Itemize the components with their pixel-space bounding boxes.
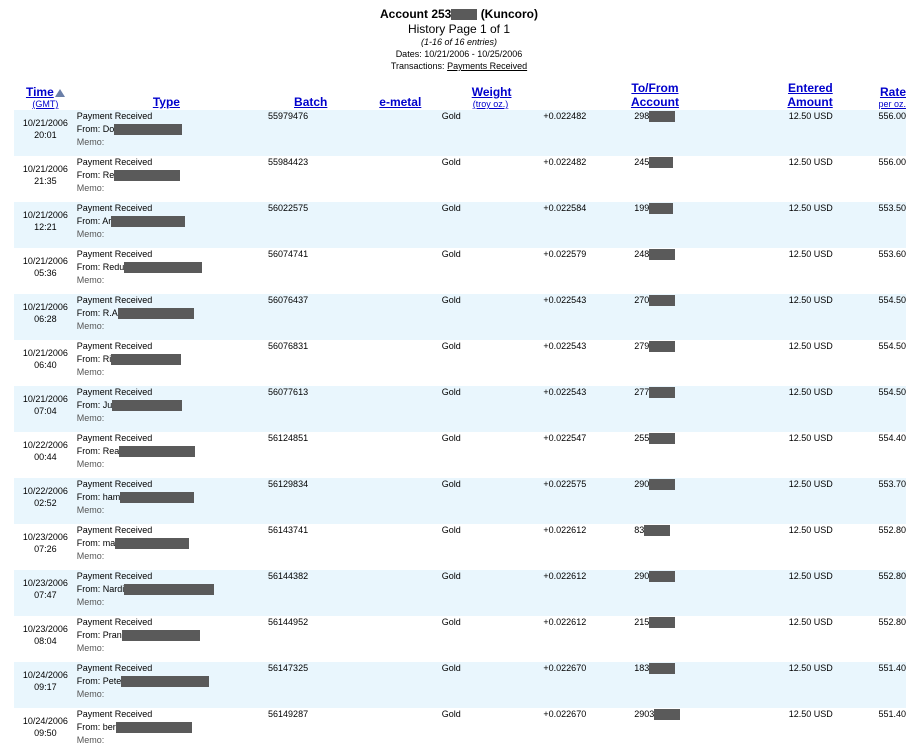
- time-cell: [14, 156, 77, 202]
- transactions-label: Transactions:: [390, 61, 445, 71]
- amount-cell: 12.50 USD: [718, 570, 839, 616]
- rate-cell: 554.50: [839, 386, 906, 432]
- time-cell: [14, 570, 77, 616]
- row-account: 277: [634, 387, 650, 397]
- row-from-text: From: Ju: [76, 400, 113, 410]
- row-date: 10/21/2006: [22, 256, 68, 266]
- row-type: Payment Received: [76, 295, 153, 305]
- sort-entered-link[interactable]: [787, 81, 832, 109]
- redaction-block: [649, 295, 675, 306]
- rate-cell: 554.50: [839, 340, 906, 386]
- row-from: [77, 353, 256, 366]
- row-account: 245: [634, 157, 650, 167]
- row-account: 199: [634, 203, 650, 213]
- col-header-emetal: [379, 78, 466, 110]
- row-type: Payment Received: [76, 479, 153, 489]
- row-memo: Memo:: [76, 597, 105, 607]
- batch-cell: 56129834: [256, 478, 379, 524]
- row-from-text: From: R.A: [76, 308, 118, 318]
- table-row: [14, 386, 906, 432]
- row-from: [77, 675, 256, 688]
- row-from-text: From: Do: [76, 124, 115, 134]
- type-cell: [77, 340, 256, 386]
- redaction-block: [649, 157, 673, 168]
- type-cell: [77, 202, 256, 248]
- time-cell: [14, 202, 77, 248]
- row-account: 290: [634, 479, 650, 489]
- row-memo: Memo:: [76, 137, 105, 147]
- table-row: [14, 248, 906, 294]
- row-time: 20:01: [34, 130, 57, 140]
- weight-cell: +0.022579: [467, 248, 593, 294]
- metal-cell: Gold: [379, 202, 466, 248]
- redaction-block: [122, 630, 200, 641]
- row-from: [77, 261, 256, 274]
- account-cell: [592, 156, 718, 202]
- account-cell: [592, 478, 718, 524]
- row-account: 290: [634, 571, 650, 581]
- rate-cell: 551.40: [839, 708, 906, 754]
- account-cell: [592, 662, 718, 708]
- type-cell: [77, 432, 256, 478]
- amount-cell: 12.50 USD: [718, 248, 839, 294]
- type-cell: [77, 156, 256, 202]
- account-prefix: Account 253: [379, 7, 452, 21]
- batch-cell: 56144952: [256, 616, 379, 662]
- time-cell: [14, 386, 77, 432]
- type-cell: [77, 570, 256, 616]
- type-cell: [77, 616, 256, 662]
- row-from-text: From: Re: [76, 170, 115, 180]
- metal-cell: Gold: [379, 386, 466, 432]
- row-from: [77, 721, 256, 734]
- redaction-block: [111, 216, 185, 227]
- type-cell: [77, 662, 256, 708]
- batch-cell: 56076831: [256, 340, 379, 386]
- entries-count: (1-16 of 16 entries): [420, 37, 498, 47]
- row-date: 10/24/2006: [22, 716, 68, 726]
- row-from-text: From: ham: [76, 492, 121, 502]
- account-title: [0, 7, 918, 22]
- rate-cell: 556.00: [839, 110, 906, 156]
- weight-cell: +0.022670: [467, 662, 593, 708]
- row-date: 10/21/2006: [22, 210, 68, 220]
- metal-cell: Gold: [379, 570, 466, 616]
- row-time: 07:04: [34, 406, 57, 416]
- row-account: 279: [634, 341, 650, 351]
- row-type: Payment Received: [76, 663, 153, 673]
- row-type: Payment Received: [76, 111, 153, 121]
- table-row: [14, 340, 906, 386]
- rate-cell: 552.80: [839, 524, 906, 570]
- redaction-block: [649, 617, 675, 628]
- row-from-text: From: Nardi: [76, 584, 125, 594]
- row-time: 21:35: [34, 176, 57, 186]
- weight-cell: +0.022575: [467, 478, 593, 524]
- col-header-batch: [256, 78, 379, 110]
- account-name: (Kuncoro): [480, 7, 539, 21]
- account-cell: [592, 340, 718, 386]
- redaction-block: [649, 571, 675, 582]
- time-gmt-link[interactable]: (GMT): [32, 99, 59, 109]
- amount-cell: 12.50 USD: [718, 708, 839, 754]
- redaction-block: [114, 124, 182, 135]
- batch-cell: 56022575: [256, 202, 379, 248]
- account-cell: [592, 708, 718, 754]
- col-header-rate: [839, 78, 906, 110]
- type-cell: [77, 708, 256, 754]
- redaction-block: [116, 722, 192, 733]
- redaction-block: [111, 354, 181, 365]
- batch-cell: 56143741: [256, 524, 379, 570]
- row-date: 10/21/2006: [22, 118, 68, 128]
- history-rows: [14, 110, 906, 754]
- row-time: 06:28: [34, 314, 57, 324]
- row-date: 10/21/2006: [22, 302, 68, 312]
- redaction-block: [649, 433, 675, 444]
- row-time: 06:40: [34, 360, 57, 370]
- rate-cell: 551.40: [839, 662, 906, 708]
- col-header-tofrom: [592, 78, 718, 110]
- weight-cell: +0.022482: [467, 156, 593, 202]
- row-type: Payment Received: [76, 341, 153, 351]
- row-date: 10/23/2006: [22, 624, 68, 634]
- row-date: 10/23/2006: [22, 578, 68, 588]
- batch-cell: 56144382: [256, 570, 379, 616]
- row-memo: Memo:: [76, 367, 105, 377]
- row-from-text: From: Ri: [76, 354, 112, 364]
- row-memo: Memo:: [76, 321, 105, 331]
- redaction-block: [451, 9, 477, 20]
- row-from: [77, 629, 256, 642]
- weight-cell: +0.022584: [467, 202, 593, 248]
- row-memo: Memo:: [76, 505, 105, 515]
- row-from: [77, 307, 256, 320]
- time-cell: [14, 662, 77, 708]
- redaction-block: [649, 663, 675, 674]
- account-cell: [592, 524, 718, 570]
- row-memo: Memo:: [76, 413, 105, 423]
- redaction-block: [124, 584, 214, 595]
- table-row: [14, 156, 906, 202]
- row-type: Payment Received: [76, 433, 153, 443]
- table-header-row: [14, 78, 906, 110]
- row-date: 10/21/2006: [22, 164, 68, 174]
- account-cell: [592, 386, 718, 432]
- time-cell: [14, 616, 77, 662]
- type-cell: [77, 294, 256, 340]
- row-time: 08:04: [34, 636, 57, 646]
- row-memo: Memo:: [76, 275, 105, 285]
- rate-cell: 552.80: [839, 616, 906, 662]
- rate-cell: 553.60: [839, 248, 906, 294]
- batch-cell: 55979476: [256, 110, 379, 156]
- row-account: 255: [634, 433, 650, 443]
- amount-cell: 12.50 USD: [718, 432, 839, 478]
- rate-cell: 554.50: [839, 294, 906, 340]
- rate-unit-link[interactable]: per oz.: [878, 99, 906, 109]
- weight-unit-link[interactable]: (troy oz.): [472, 99, 509, 109]
- batch-cell: 56077613: [256, 386, 379, 432]
- table-row: [14, 294, 906, 340]
- weight-cell: +0.022612: [467, 570, 593, 616]
- type-cell: [77, 478, 256, 524]
- row-date: 10/24/2006: [22, 670, 68, 680]
- sort-type-link[interactable]: Type: [152, 95, 180, 109]
- metal-cell: Gold: [379, 340, 466, 386]
- row-date: 10/23/2006: [22, 532, 68, 542]
- time-cell: [14, 110, 77, 156]
- metal-cell: Gold: [379, 110, 466, 156]
- metal-cell: Gold: [379, 616, 466, 662]
- redaction-block: [649, 387, 675, 398]
- row-type: Payment Received: [76, 709, 153, 719]
- weight-cell: +0.022482: [467, 110, 593, 156]
- amount-cell: 12.50 USD: [718, 202, 839, 248]
- row-time: 00:44: [34, 452, 57, 462]
- table-row: [14, 478, 906, 524]
- row-date: 10/21/2006: [22, 394, 68, 404]
- col-header-type: [77, 78, 256, 110]
- row-account: 83: [634, 525, 645, 535]
- batch-cell: 56147325: [256, 662, 379, 708]
- row-time: 09:50: [34, 728, 57, 738]
- account-cell: [592, 202, 718, 248]
- col-header-weight: [467, 78, 593, 110]
- row-from: [77, 169, 256, 182]
- redaction-block: [654, 709, 680, 720]
- amount-cell: 12.50 USD: [718, 386, 839, 432]
- row-type: Payment Received: [76, 157, 153, 167]
- table-row: [14, 524, 906, 570]
- table-row: [14, 708, 906, 754]
- sort-ascending-icon[interactable]: [55, 89, 65, 97]
- type-cell: [77, 524, 256, 570]
- row-type: Payment Received: [76, 203, 153, 213]
- tofrom-line2: Account: [630, 95, 679, 109]
- row-date: 10/22/2006: [22, 440, 68, 450]
- row-memo: Memo:: [76, 459, 105, 469]
- row-time: 07:47: [34, 590, 57, 600]
- type-cell: [77, 386, 256, 432]
- row-account: 298: [634, 111, 650, 121]
- time-cell: [14, 340, 77, 386]
- weight-cell: +0.022543: [467, 386, 593, 432]
- amount-cell: 12.50 USD: [718, 156, 839, 202]
- time-cell: [14, 248, 77, 294]
- history-page-label: History Page 1 of 1: [407, 22, 511, 36]
- redaction-block: [649, 479, 675, 490]
- row-from-text: From: ma: [76, 538, 116, 548]
- batch-cell: 55984423: [256, 156, 379, 202]
- transactions-filter: [0, 60, 918, 72]
- account-cell: [592, 616, 718, 662]
- rate-cell: 556.00: [839, 156, 906, 202]
- table-row: [14, 662, 906, 708]
- batch-cell: 56074741: [256, 248, 379, 294]
- metal-cell: Gold: [379, 156, 466, 202]
- time-cell: [14, 478, 77, 524]
- row-from-text: From: Ar: [76, 216, 112, 226]
- row-from-text: From: ber: [76, 722, 116, 732]
- table-row: [14, 202, 906, 248]
- rate-cell: 552.80: [839, 570, 906, 616]
- weight-cell: +0.022612: [467, 524, 593, 570]
- metal-cell: Gold: [379, 478, 466, 524]
- sort-emetal-link[interactable]: e-metal: [379, 95, 422, 109]
- redaction-block: [644, 525, 670, 536]
- rate-cell: 553.50: [839, 202, 906, 248]
- row-memo: Memo:: [76, 643, 105, 653]
- redaction-block: [649, 111, 675, 122]
- metal-cell: Gold: [379, 294, 466, 340]
- transactions-filter-link[interactable]: Payments Received: [447, 61, 528, 71]
- entered-line1: Entered: [788, 81, 833, 95]
- row-account: 215: [634, 617, 650, 627]
- row-memo: Memo:: [76, 689, 105, 699]
- row-from: [77, 445, 256, 458]
- sort-weight-link[interactable]: Weight: [471, 85, 512, 99]
- row-time: 05:36: [34, 268, 57, 278]
- type-cell: [77, 248, 256, 294]
- redaction-block: [112, 400, 182, 411]
- metal-cell: Gold: [379, 524, 466, 570]
- entered-line2: Amount: [787, 95, 833, 109]
- amount-cell: 12.50 USD: [718, 478, 839, 524]
- row-type: Payment Received: [76, 525, 153, 535]
- metal-cell: Gold: [379, 248, 466, 294]
- weight-cell: +0.022543: [467, 340, 593, 386]
- table-row: [14, 570, 906, 616]
- row-type: Payment Received: [76, 617, 153, 627]
- sort-batch-link[interactable]: Batch: [294, 95, 328, 109]
- account-cell: [592, 570, 718, 616]
- amount-cell: 12.50 USD: [718, 110, 839, 156]
- row-from-text: From: Redu: [76, 262, 125, 272]
- row-from: [77, 537, 256, 550]
- redaction-block: [649, 341, 675, 352]
- col-header-entered: [718, 78, 839, 110]
- redaction-block: [124, 262, 202, 273]
- weight-cell: +0.022547: [467, 432, 593, 478]
- history-table: [14, 78, 906, 754]
- redaction-block: [120, 492, 194, 503]
- weight-cell: +0.022670: [467, 708, 593, 754]
- redaction-block: [649, 249, 675, 260]
- metal-cell: Gold: [379, 708, 466, 754]
- time-cell: [14, 524, 77, 570]
- sort-rate-link[interactable]: Rate: [879, 85, 906, 99]
- weight-cell: +0.022543: [467, 294, 593, 340]
- weight-cell: +0.022612: [467, 616, 593, 662]
- row-from: [77, 491, 256, 504]
- row-from: [77, 215, 256, 228]
- table-row: [14, 616, 906, 662]
- col-header-time: [14, 78, 77, 110]
- amount-cell: 12.50 USD: [718, 662, 839, 708]
- redaction-block: [114, 170, 180, 181]
- row-time: 02:52: [34, 498, 57, 508]
- redaction-block: [118, 308, 194, 319]
- row-from: [77, 583, 256, 596]
- row-account: 2903: [634, 709, 655, 719]
- batch-cell: 56076437: [256, 294, 379, 340]
- row-account: 270: [634, 295, 650, 305]
- row-account: 248: [634, 249, 650, 259]
- row-date: 10/22/2006: [22, 486, 68, 496]
- batch-cell: 56124851: [256, 432, 379, 478]
- batch-cell: 56149287: [256, 708, 379, 754]
- row-from-text: From: Pete: [76, 676, 122, 686]
- row-account: 183: [634, 663, 650, 673]
- page-header: [0, 0, 918, 72]
- amount-cell: 12.50 USD: [718, 616, 839, 662]
- row-time: 09:17: [34, 682, 57, 692]
- row-memo: Memo:: [76, 551, 105, 561]
- table-row: [14, 432, 906, 478]
- date-range: Dates: 10/21/2006 - 10/25/2006: [395, 49, 523, 59]
- row-from-text: From: Pran: [76, 630, 122, 640]
- row-from: [77, 123, 256, 136]
- row-memo: Memo:: [76, 229, 105, 239]
- redaction-block: [115, 538, 189, 549]
- redaction-block: [121, 676, 209, 687]
- row-memo: Memo:: [76, 183, 105, 193]
- row-type: Payment Received: [76, 249, 153, 259]
- row-time: 12:21: [34, 222, 57, 232]
- amount-cell: 12.50 USD: [718, 524, 839, 570]
- redaction-block: [649, 203, 673, 214]
- metal-cell: Gold: [379, 432, 466, 478]
- time-cell: [14, 432, 77, 478]
- row-date: 10/21/2006: [22, 348, 68, 358]
- account-cell: [592, 294, 718, 340]
- tofrom-line1: To/From: [631, 81, 679, 95]
- sort-time-link[interactable]: Time: [25, 85, 54, 99]
- row-type: Payment Received: [76, 387, 153, 397]
- account-cell: [592, 248, 718, 294]
- time-cell: [14, 708, 77, 754]
- row-memo: Memo:: [76, 735, 105, 745]
- table-row: [14, 110, 906, 156]
- row-time: 07:26: [34, 544, 57, 554]
- account-cell: [592, 432, 718, 478]
- time-cell: [14, 294, 77, 340]
- account-cell: [592, 110, 718, 156]
- sort-tofrom-link[interactable]: [631, 81, 679, 109]
- rate-cell: 553.70: [839, 478, 906, 524]
- row-from-text: From: Rea: [76, 446, 120, 456]
- redaction-block: [119, 446, 195, 457]
- metal-cell: Gold: [379, 662, 466, 708]
- type-cell: [77, 110, 256, 156]
- amount-cell: 12.50 USD: [718, 340, 839, 386]
- row-type: Payment Received: [76, 571, 153, 581]
- rate-cell: 554.40: [839, 432, 906, 478]
- amount-cell: 12.50 USD: [718, 294, 839, 340]
- row-from: [77, 399, 256, 412]
